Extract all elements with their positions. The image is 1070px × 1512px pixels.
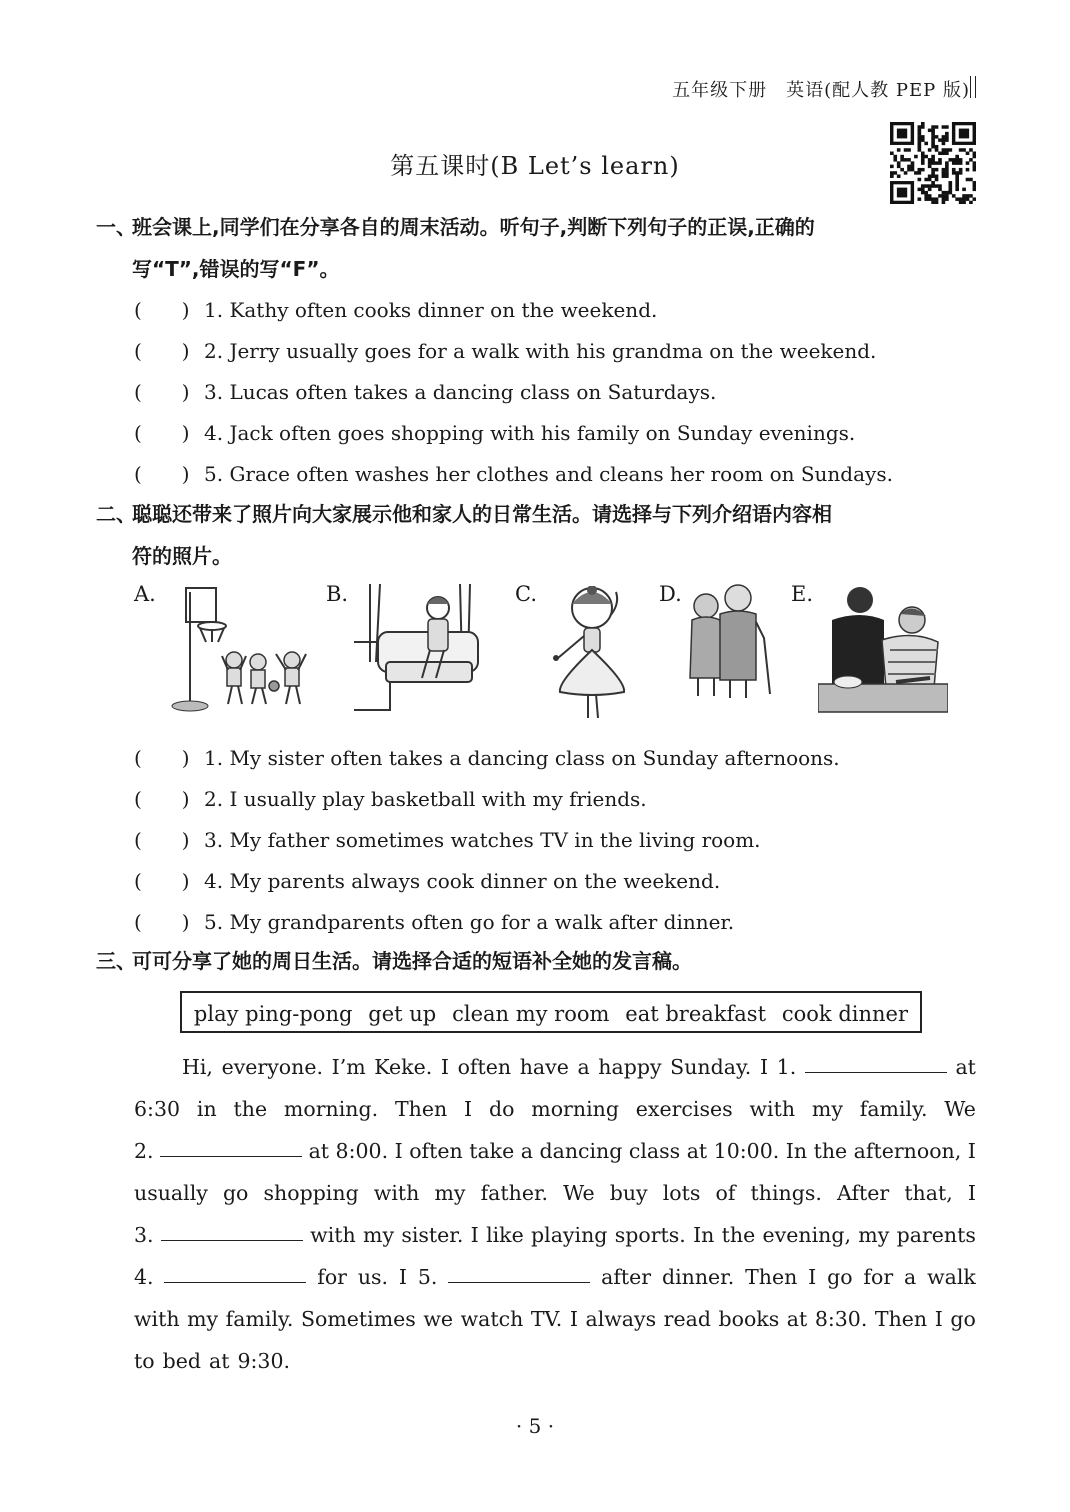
- instruction-line: 班会课上,同学们在分享各自的周末活动。听句子,判断下列句子的正误,正确的: [132, 215, 815, 239]
- fill-in-blank[interactable]: [161, 1214, 303, 1241]
- phrase-option: play ping-pong: [193, 1002, 353, 1026]
- passage-word: Sunday.: [670, 1055, 752, 1079]
- question-item: [134, 335, 876, 364]
- passage-line: [134, 1340, 976, 1382]
- passage-word: lots: [662, 1181, 701, 1205]
- passage-word: a: [903, 1265, 917, 1289]
- picture-label-b: B.: [326, 582, 349, 606]
- passage-word: my: [363, 1223, 395, 1247]
- passage-word: do: [488, 1097, 515, 1121]
- passage-word: the: [721, 1223, 756, 1247]
- fill-in-blank[interactable]: [160, 1130, 302, 1157]
- passage-word: I: [569, 1307, 578, 1331]
- passage-word: Keke.: [374, 1055, 433, 1079]
- passage-word: afternoon,: [853, 1139, 962, 1163]
- section-number: 二、: [96, 502, 136, 526]
- phrase-option: get up: [368, 1002, 437, 1026]
- passage-word: 9:30.: [237, 1349, 291, 1373]
- passage-word: Hi,: [182, 1055, 213, 1079]
- passage-word: 4.: [134, 1265, 154, 1289]
- passage-word: I: [464, 1097, 473, 1121]
- passage-word: dancing: [539, 1139, 623, 1163]
- question-text: 1. My sister often takes a dancing class on Sunday afternoons.: [204, 746, 840, 770]
- picture-label-d: D.: [659, 582, 682, 606]
- phrase-option: eat breakfast: [625, 1002, 767, 1026]
- passage-word: class: [628, 1139, 681, 1163]
- question-item: [134, 742, 840, 771]
- passage-word: with: [310, 1223, 356, 1247]
- instruction-line: 符的照片。: [132, 544, 232, 568]
- question-text: 3. Lucas often takes a dancing class on Saturdays.: [204, 380, 717, 404]
- passage-word: us.: [357, 1265, 389, 1289]
- passage-word: father.: [480, 1181, 549, 1205]
- passage-word: 6:30: [134, 1097, 181, 1121]
- section-3-instruction: [96, 940, 986, 982]
- passage-word: 2.: [134, 1139, 154, 1163]
- passage-word: 1.: [776, 1055, 797, 1079]
- passage-word: at: [208, 1349, 230, 1373]
- passage: [134, 1046, 976, 1382]
- passage-word: for: [317, 1265, 347, 1289]
- book-header: 五年级下册 英语(配人教 PEP 版): [672, 80, 970, 101]
- answer-parentheses[interactable]: ( ): [134, 746, 190, 770]
- fill-in-blank[interactable]: [448, 1256, 590, 1283]
- passage-word: we: [423, 1307, 454, 1331]
- picture-label-a: A.: [134, 582, 156, 606]
- passage-word: after: [601, 1265, 652, 1289]
- passage-word: books: [718, 1307, 780, 1331]
- answer-parentheses[interactable]: ( ): [134, 339, 190, 363]
- passage-word: I’m: [331, 1055, 366, 1079]
- passage-word: I: [967, 1139, 976, 1163]
- question-text: 5. My grandparents often go for a walk after dinner.: [204, 910, 735, 934]
- passage-word: I: [808, 1265, 817, 1289]
- passage-word: often: [409, 1139, 463, 1163]
- passage-word: sports.: [614, 1223, 686, 1247]
- passage-word: a: [577, 1055, 590, 1079]
- instruction-line: 可可分享了她的周日生活。请选择合适的短语补全她的发言稿。: [132, 949, 692, 973]
- passage-word: in: [196, 1097, 217, 1121]
- passage-word: things.: [750, 1181, 822, 1205]
- man-on-sofa-icon: [350, 582, 482, 714]
- answer-parentheses[interactable]: ( ): [134, 869, 190, 893]
- passage-word: family.: [225, 1307, 294, 1331]
- passage-word: at: [686, 1139, 708, 1163]
- passage-word: my: [858, 1223, 890, 1247]
- instruction-line: 写“T”,错误的写“F”。: [132, 257, 340, 281]
- section-2-instruction: [96, 493, 986, 577]
- passage-word: that,: [904, 1181, 953, 1205]
- passage-word: my: [187, 1307, 219, 1331]
- passage-word: We: [944, 1097, 976, 1121]
- passage-line: [134, 1172, 976, 1214]
- passage-word: at: [955, 1055, 976, 1079]
- instruction-line: 聪聪还带来了照片向大家展示他和家人的日常生活。请选择与下列介绍语内容相: [132, 502, 832, 526]
- passage-word: go: [222, 1181, 249, 1205]
- passage-word: TV.: [530, 1307, 563, 1331]
- passage-word: everyone.: [221, 1055, 323, 1079]
- phrase-option: cook dinner: [781, 1002, 908, 1026]
- passage-word: with: [373, 1181, 420, 1205]
- section-number: 一、: [96, 215, 136, 239]
- passage-word: Sometimes: [300, 1307, 416, 1331]
- passage-word: Then: [874, 1307, 928, 1331]
- passage-word: We: [563, 1181, 595, 1205]
- passage-word: dinner.: [661, 1265, 735, 1289]
- passage-word: go: [950, 1307, 976, 1331]
- question-text: 1. Kathy often cooks dinner on the weekend.: [204, 298, 658, 322]
- passage-word: Then: [745, 1265, 798, 1289]
- header-divider: [970, 76, 976, 98]
- fill-in-blank[interactable]: [805, 1046, 947, 1073]
- picture-label-c: C.: [515, 582, 537, 606]
- passage-line: [134, 1256, 976, 1298]
- passage-word: exercises: [635, 1097, 733, 1121]
- passage-word: family.: [859, 1097, 928, 1121]
- passage-word: at: [786, 1307, 808, 1331]
- passage-word: parents: [896, 1223, 976, 1247]
- passage-word: I: [440, 1055, 449, 1079]
- passage-word: evening,: [762, 1223, 851, 1247]
- passage-word: often: [457, 1055, 512, 1079]
- passage-word: 8:30.: [814, 1307, 868, 1331]
- question-text: 3. My father sometimes watches TV in the living room.: [204, 828, 761, 852]
- passage-word: like: [486, 1223, 524, 1247]
- passage-word: the: [233, 1097, 268, 1121]
- passage-word: with: [749, 1097, 796, 1121]
- passage-word: 10:00.: [713, 1139, 780, 1163]
- passage-word: my: [434, 1181, 466, 1205]
- passage-word: 8:00.: [335, 1139, 389, 1163]
- passage-word: have: [519, 1055, 569, 1079]
- lesson-title: 第五课时(B Let’s learn): [390, 152, 680, 180]
- answer-parentheses[interactable]: ( ): [134, 787, 190, 811]
- passage-word: usually: [134, 1181, 208, 1205]
- passage-word: shopping: [263, 1181, 359, 1205]
- passage-word: at: [308, 1139, 330, 1163]
- question-text: 2. I usually play basketball with my friends.: [204, 787, 647, 811]
- answer-parentheses[interactable]: ( ): [134, 380, 190, 404]
- question-text: 2. Jerry usually goes for a walk with his grandma on the weekend.: [204, 339, 877, 363]
- elderly-couple-walking-icon: [684, 582, 776, 700]
- question-item: [134, 458, 893, 487]
- passage-word: 3.: [134, 1223, 154, 1247]
- passage-word: morning.: [283, 1097, 379, 1121]
- picture-label-e: E.: [791, 582, 814, 606]
- passage-word: the: [813, 1139, 848, 1163]
- dancing-girl-icon: [548, 586, 632, 726]
- page-number: · 5 ·: [515, 1414, 555, 1438]
- fill-in-blank[interactable]: [164, 1256, 306, 1283]
- question-item: [134, 783, 647, 812]
- section-number: 三、: [96, 949, 136, 973]
- question-text: 4. My parents always cook dinner on the weekend.: [204, 869, 721, 893]
- passage-word: watch: [460, 1307, 524, 1331]
- question-item: [134, 906, 734, 935]
- passage-word: In: [693, 1223, 715, 1247]
- passage-line: [134, 1214, 976, 1256]
- passage-word: I: [470, 1223, 479, 1247]
- question-item: [134, 824, 761, 853]
- passage-word: 5.: [417, 1265, 438, 1289]
- phrase-option: clean my room: [452, 1002, 610, 1026]
- passage-word: take: [469, 1139, 515, 1163]
- answer-parentheses[interactable]: ( ): [134, 298, 190, 322]
- passage-line: [134, 1046, 976, 1088]
- question-item: [134, 417, 855, 446]
- passage-word: morning: [531, 1097, 619, 1121]
- question-item: [134, 376, 716, 405]
- passage-word: bed: [162, 1349, 201, 1373]
- passage-word: I: [759, 1055, 769, 1079]
- basketball-kids-icon: [166, 584, 310, 714]
- passage-word: to: [134, 1349, 155, 1373]
- passage-word: buy: [609, 1181, 648, 1205]
- passage-word: I: [934, 1307, 943, 1331]
- passage-word: go: [827, 1265, 853, 1289]
- answer-parentheses[interactable]: ( ): [134, 910, 190, 934]
- passage-word: walk: [927, 1265, 976, 1289]
- answer-parentheses[interactable]: ( ): [134, 462, 190, 486]
- passage-line: [134, 1298, 976, 1340]
- passage-word: read: [663, 1307, 711, 1331]
- passage-word: I: [967, 1181, 976, 1205]
- passage-word: Then: [394, 1097, 448, 1121]
- passage-word: I: [394, 1139, 403, 1163]
- passage-word: happy: [598, 1055, 662, 1079]
- passage-word: my: [811, 1097, 843, 1121]
- answer-parentheses[interactable]: ( ): [134, 421, 190, 445]
- passage-word: playing: [531, 1223, 608, 1247]
- passage-word: with: [134, 1307, 180, 1331]
- passage-word: I: [398, 1265, 408, 1289]
- couple-cooking-icon: [818, 584, 948, 714]
- question-item: [134, 294, 657, 323]
- answer-parentheses[interactable]: ( ): [134, 828, 190, 852]
- phrase-box: [180, 991, 922, 1033]
- question-text: 5. Grace often washes her clothes and cleans her room on Sundays.: [204, 462, 893, 486]
- passage-word: of: [715, 1181, 736, 1205]
- passage-word: a: [520, 1139, 533, 1163]
- section-1-instruction: [96, 206, 986, 290]
- passage-word: sister.: [401, 1223, 464, 1247]
- passage-word: always: [585, 1307, 657, 1331]
- passage-word: In: [785, 1139, 808, 1163]
- question-text: 4. Jack often goes shopping with his family on Sunday evenings.: [204, 421, 856, 445]
- question-item: [134, 865, 720, 894]
- passage-line: [134, 1130, 976, 1172]
- passage-line: [134, 1088, 976, 1130]
- passage-word: After: [837, 1181, 890, 1205]
- passage-word: for: [863, 1265, 894, 1289]
